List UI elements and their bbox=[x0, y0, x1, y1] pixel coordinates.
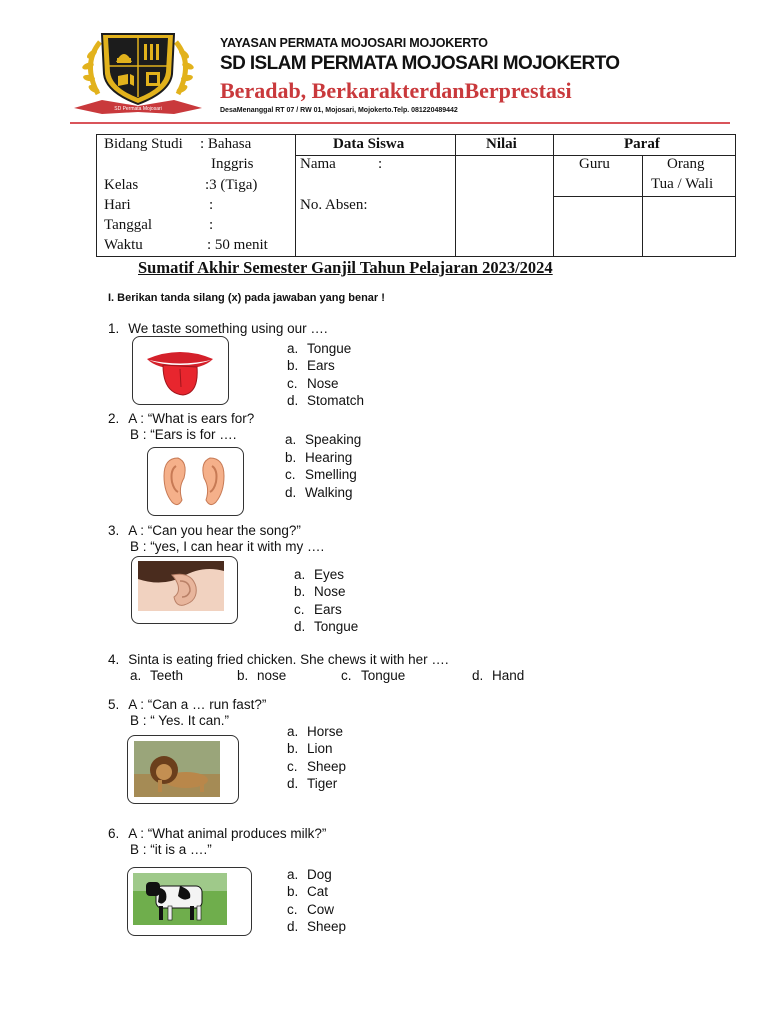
svg-text:SD Permata Mojosari: SD Permata Mojosari bbox=[114, 106, 162, 112]
q4-option-c[interactable]: c. Tongue bbox=[341, 668, 406, 683]
q2-option-c[interactable]: c. Smelling bbox=[285, 467, 357, 482]
class-label: Kelas bbox=[104, 177, 139, 193]
question-6-line-2: B : “it is a ….” bbox=[130, 842, 212, 857]
ear-photo bbox=[131, 556, 238, 624]
q1-option-b[interactable]: b. Ears bbox=[287, 358, 335, 373]
subject-value-2: Inggris bbox=[211, 156, 254, 172]
question-3: 3. A : “Can you hear the song?” bbox=[108, 523, 301, 538]
foundation-name: YAYASAN PERMATA MOJOSARI MOJOKERTO bbox=[220, 36, 488, 50]
question-2-line-2: B : “Ears is for …. bbox=[130, 427, 237, 442]
question-4: 4. Sinta is eating fried chicken. She chews it with her …. bbox=[108, 652, 449, 667]
school-motto: Beradab, BerkarakterdanBerprestasi bbox=[220, 78, 572, 103]
name-label: Nama bbox=[300, 156, 336, 172]
question-5: 5. A : “Can a … run fast?” bbox=[108, 697, 267, 712]
score-header: Nilai bbox=[486, 136, 517, 152]
instruction: I. Berikan tanda silang (x) pada jawaban yang benar ! bbox=[108, 292, 385, 304]
q5-option-a[interactable]: a. Horse bbox=[287, 724, 344, 739]
question-3-line-2: B : “yes, I can hear it with my …. bbox=[130, 539, 325, 554]
date-value: : bbox=[209, 217, 214, 233]
time-value: : 50 menit bbox=[207, 237, 268, 253]
question-2: 2. A : “What is ears for? bbox=[108, 411, 255, 426]
q5-option-d[interactable]: d. Tiger bbox=[287, 776, 338, 791]
parent-label-2: Tua / Wali bbox=[651, 176, 714, 192]
q5-option-b[interactable]: b. Lion bbox=[287, 741, 333, 756]
student-info-table bbox=[96, 134, 736, 257]
q2-option-d[interactable]: d. Walking bbox=[285, 485, 353, 500]
parent-label-1: Orang bbox=[667, 156, 705, 172]
question-6: 6. A : “What animal produces milk?” bbox=[108, 826, 327, 841]
day-value: : bbox=[209, 197, 214, 213]
q6-option-d[interactable]: d. Sheep bbox=[287, 919, 347, 934]
tongue-image bbox=[132, 336, 229, 405]
teacher-label: Guru bbox=[579, 156, 610, 172]
q2-option-a[interactable]: a. Speaking bbox=[285, 432, 362, 447]
date-label: Tanggal bbox=[104, 217, 153, 233]
absen-label: No. Absen: bbox=[300, 197, 368, 213]
question-5-line-2: B : “ Yes. It can.” bbox=[130, 713, 230, 728]
q3-option-a[interactable]: a. Eyes bbox=[294, 567, 345, 582]
q1-option-d[interactable]: d. Stomatch bbox=[287, 393, 365, 408]
lion-photo bbox=[127, 735, 239, 804]
time-label: Waktu bbox=[104, 237, 143, 253]
q6-option-a[interactable]: a. Dog bbox=[287, 867, 332, 882]
class-value: :3 (Tiga) bbox=[205, 177, 258, 193]
exam-title: Sumatif Akhir Semester Ganjil Tahun Pelajaran 2023/2024 bbox=[138, 258, 553, 277]
q5-option-c[interactable]: c. Sheep bbox=[287, 759, 347, 774]
ears-image bbox=[147, 447, 244, 516]
q1-option-c[interactable]: c. Nose bbox=[287, 376, 339, 391]
q4-option-b[interactable]: b. nose bbox=[237, 668, 287, 683]
question-1: 1. We taste something using our …. bbox=[108, 321, 328, 336]
q6-option-c[interactable]: c. Cow bbox=[287, 902, 335, 917]
cow-photo bbox=[127, 867, 252, 936]
q4-option-d[interactable]: d. Hand bbox=[472, 668, 525, 683]
q2-option-b[interactable]: b. Hearing bbox=[285, 450, 353, 465]
q3-option-d[interactable]: d. Tongue bbox=[294, 619, 359, 634]
q1-option-a[interactable]: a. Tongue bbox=[287, 341, 352, 356]
subject-label: Bidang Studi bbox=[104, 136, 183, 152]
q4-option-a[interactable]: a. Teeth bbox=[130, 668, 184, 683]
q6-option-b[interactable]: b. Cat bbox=[287, 884, 329, 899]
header-divider bbox=[70, 122, 730, 124]
day-label: Hari bbox=[104, 197, 131, 213]
school-name: SD ISLAM PERMATA MOJOSARI MOJOKERTO bbox=[220, 53, 620, 74]
school-address: DesaMenanggal RT 07 / RW 01, Mojosari, Mojokerto.Telp. 081220489442 bbox=[220, 107, 458, 114]
school-logo bbox=[72, 28, 204, 114]
subject-value: : Bahasa bbox=[200, 136, 252, 152]
student-data-header: Data Siswa bbox=[333, 136, 405, 152]
signature-header: Paraf bbox=[624, 136, 660, 152]
name-colon: : bbox=[378, 156, 383, 172]
q3-option-c[interactable]: c. Ears bbox=[294, 602, 342, 617]
q3-option-b[interactable]: b. Nose bbox=[294, 584, 346, 599]
